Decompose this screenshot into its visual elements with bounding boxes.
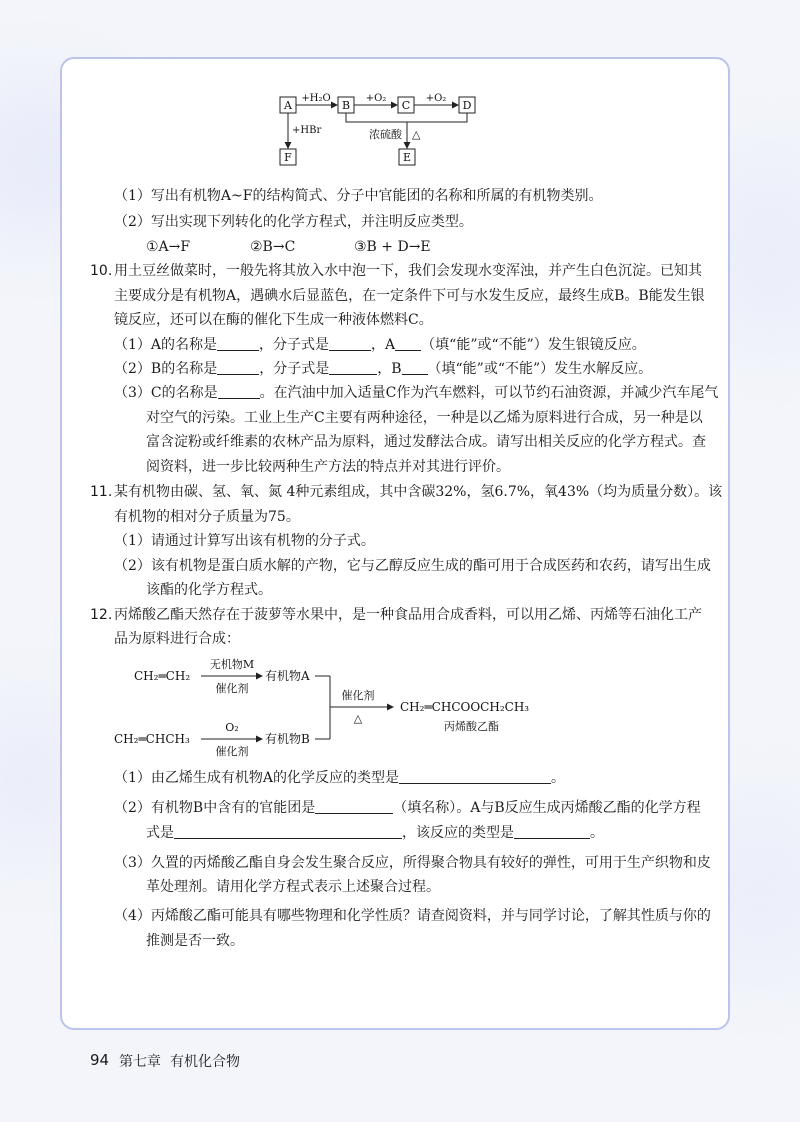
q10-stem: 主要成分是有机物A，遇碘水后显蓝色，在一定条件下可与水发生反应，最终生成B。B能发生银	[114, 288, 705, 304]
q11-stem: 有机物的相对分子质量为75。	[114, 509, 300, 525]
q9-part-1: （1）写出有机物A~F的结构简式、分子中官能团的名称和所属的有机物类别。	[114, 188, 603, 204]
ethyl-acrylate-name: 丙烯酸乙酯	[444, 720, 499, 733]
ethyl-acrylate-formula: CH₂═CHCOOCH₂CH₃	[400, 700, 530, 714]
q10-part-3-cont: 对空气的污染。工业上生产C主要有两种途径，一种是以乙烯为原料进行合成，另一种是以	[146, 410, 703, 426]
node-d: D	[462, 99, 472, 112]
q10-part-3-cont: 富含淀粉或纤维素的农林产品为原料，通过发酵法合成。请写出相关反应的化学方程式。查	[146, 434, 706, 450]
page-number: 94	[90, 1051, 110, 1069]
q10-number: 10.	[90, 263, 113, 279]
q10-part-2: （2）B的名称是 ，分子式是 ，B （填“能”或“不能”）发生水解反应。	[114, 361, 653, 377]
ethylene-formula: CH₂═CH₂	[134, 669, 191, 683]
q12-stem: 品为原料进行合成：	[114, 631, 240, 647]
answer-blank[interactable]	[174, 824, 402, 839]
q11-part-1: （1）请通过计算写出该有机物的分子式。	[114, 533, 375, 549]
q11-part-2-cont: 该酯的化学方程式。	[146, 582, 272, 598]
answer-blank[interactable]	[399, 769, 551, 784]
label-o2-2: +O₂	[425, 93, 447, 104]
label-hbr: +HBr	[292, 125, 322, 136]
q9-reaction-2: ②B→C	[250, 239, 296, 255]
answer-blank[interactable]	[402, 360, 428, 375]
q12-part-4: （4）丙烯酸乙酯可能具有哪些物理和化学性质？请查阅资料，并与同学讨论，了解其性质与你的	[114, 908, 711, 924]
q10-stem: 用土豆丝做菜时，一般先将其放入水中泡一下，我们会发现水变浑浊，并产生白色沉淀。已知其	[114, 263, 702, 279]
answer-blank[interactable]	[217, 360, 259, 375]
q10-part-1: （1）A的名称是 ，分子式是 ，A （填“能”或“不能”）发生银镜反应。	[114, 337, 646, 353]
catalyst-label: 催化剂	[341, 689, 375, 702]
q10-part-3-cont: 阅资料，进一步比较两种生产方法的特点并对其进行评价。	[146, 459, 510, 475]
product-a: 有机物A	[265, 669, 310, 683]
q12-part-3: （3）久置的丙烯酸乙酯自身会发生聚合反应，所得聚合物具有较好的弹性，可用于生产织物和皮	[114, 855, 711, 871]
catalyst-label: 催化剂	[215, 745, 249, 758]
q11-number: 11.	[90, 484, 113, 500]
q12-part-1: （1）由乙烯生成有机物A的化学反应的类型是 。	[114, 770, 566, 786]
q12-number: 12.	[90, 607, 113, 623]
node-c: C	[401, 99, 411, 112]
q12-part-3-cont: 革处理剂。请用化学方程式表示上述聚合过程。	[146, 879, 440, 895]
synthesis-diagram	[108, 652, 548, 762]
propylene-formula: CH₂═CHCH₃	[114, 732, 190, 746]
q11-stem: 某有机物由碳、氢、氧、氮 4种元素组成，其中含碳32%，氢6.7%，氧43%（均为质量分数）。该	[114, 484, 723, 500]
answer-blank[interactable]	[315, 799, 393, 814]
q9-part-2: （2）写出实现下列转化的化学方程式，并注明反应类型。	[114, 214, 473, 230]
q9-reaction-3: ③B + D→E	[354, 239, 431, 255]
q12-part-2-cont: 式是 ，该反应的类型是 。	[146, 825, 604, 841]
reagent-o2: O₂	[225, 721, 239, 734]
chapter-label: 第七章	[119, 1054, 161, 1070]
product-b: 有机物B	[265, 732, 310, 746]
q12-part-4-cont: 推测是否一致。	[146, 933, 244, 949]
label-o2-1: +O₂	[365, 93, 387, 104]
reaction-diagram-1	[270, 86, 490, 172]
answer-blank[interactable]	[514, 824, 590, 839]
catalyst-label: 催化剂	[215, 682, 249, 695]
q12-part-2: （2）有机物B中含有的官能团是 （填名称）。A与B反应生成丙烯酸乙酯的化学方程	[114, 800, 701, 816]
q10-part-3: （3）C的名称是 。在汽油中加入适量C作为汽车燃料，可以节约石油资源，并减少汽车尾气	[114, 385, 719, 401]
label-h2o: +H₂O	[301, 93, 331, 104]
label-heat: △	[412, 128, 421, 141]
node-b: B	[341, 99, 351, 112]
chapter-title: 有机化合物	[170, 1054, 240, 1070]
label-sulfuric: 浓硫酸	[369, 128, 402, 141]
answer-blank[interactable]	[217, 336, 259, 351]
node-e: E	[402, 151, 412, 164]
node-f: F	[284, 151, 292, 164]
answer-blank[interactable]	[329, 360, 377, 375]
q12-stem: 丙烯酸乙酯天然存在于菠萝等水果中，是一种食品用合成香料，可以用乙烯、丙烯等石油化工产	[114, 607, 702, 623]
q9-reaction-1: ①A→F	[146, 239, 191, 255]
reagent-m: 无机物M	[209, 658, 255, 671]
answer-blank[interactable]	[218, 384, 260, 399]
q10-stem: 镜反应，还可以在酶的催化下生成一种液体燃料C。	[114, 312, 433, 328]
answer-blank[interactable]	[329, 336, 371, 351]
q11-part-2: （2）该有机物是蛋白质水解的产物，它与乙醇反应生成的酯可用于合成医药和农药，请写出生成	[114, 558, 711, 574]
answer-blank[interactable]	[395, 336, 421, 351]
heat-label: △	[353, 712, 363, 725]
node-a: A	[284, 99, 292, 112]
